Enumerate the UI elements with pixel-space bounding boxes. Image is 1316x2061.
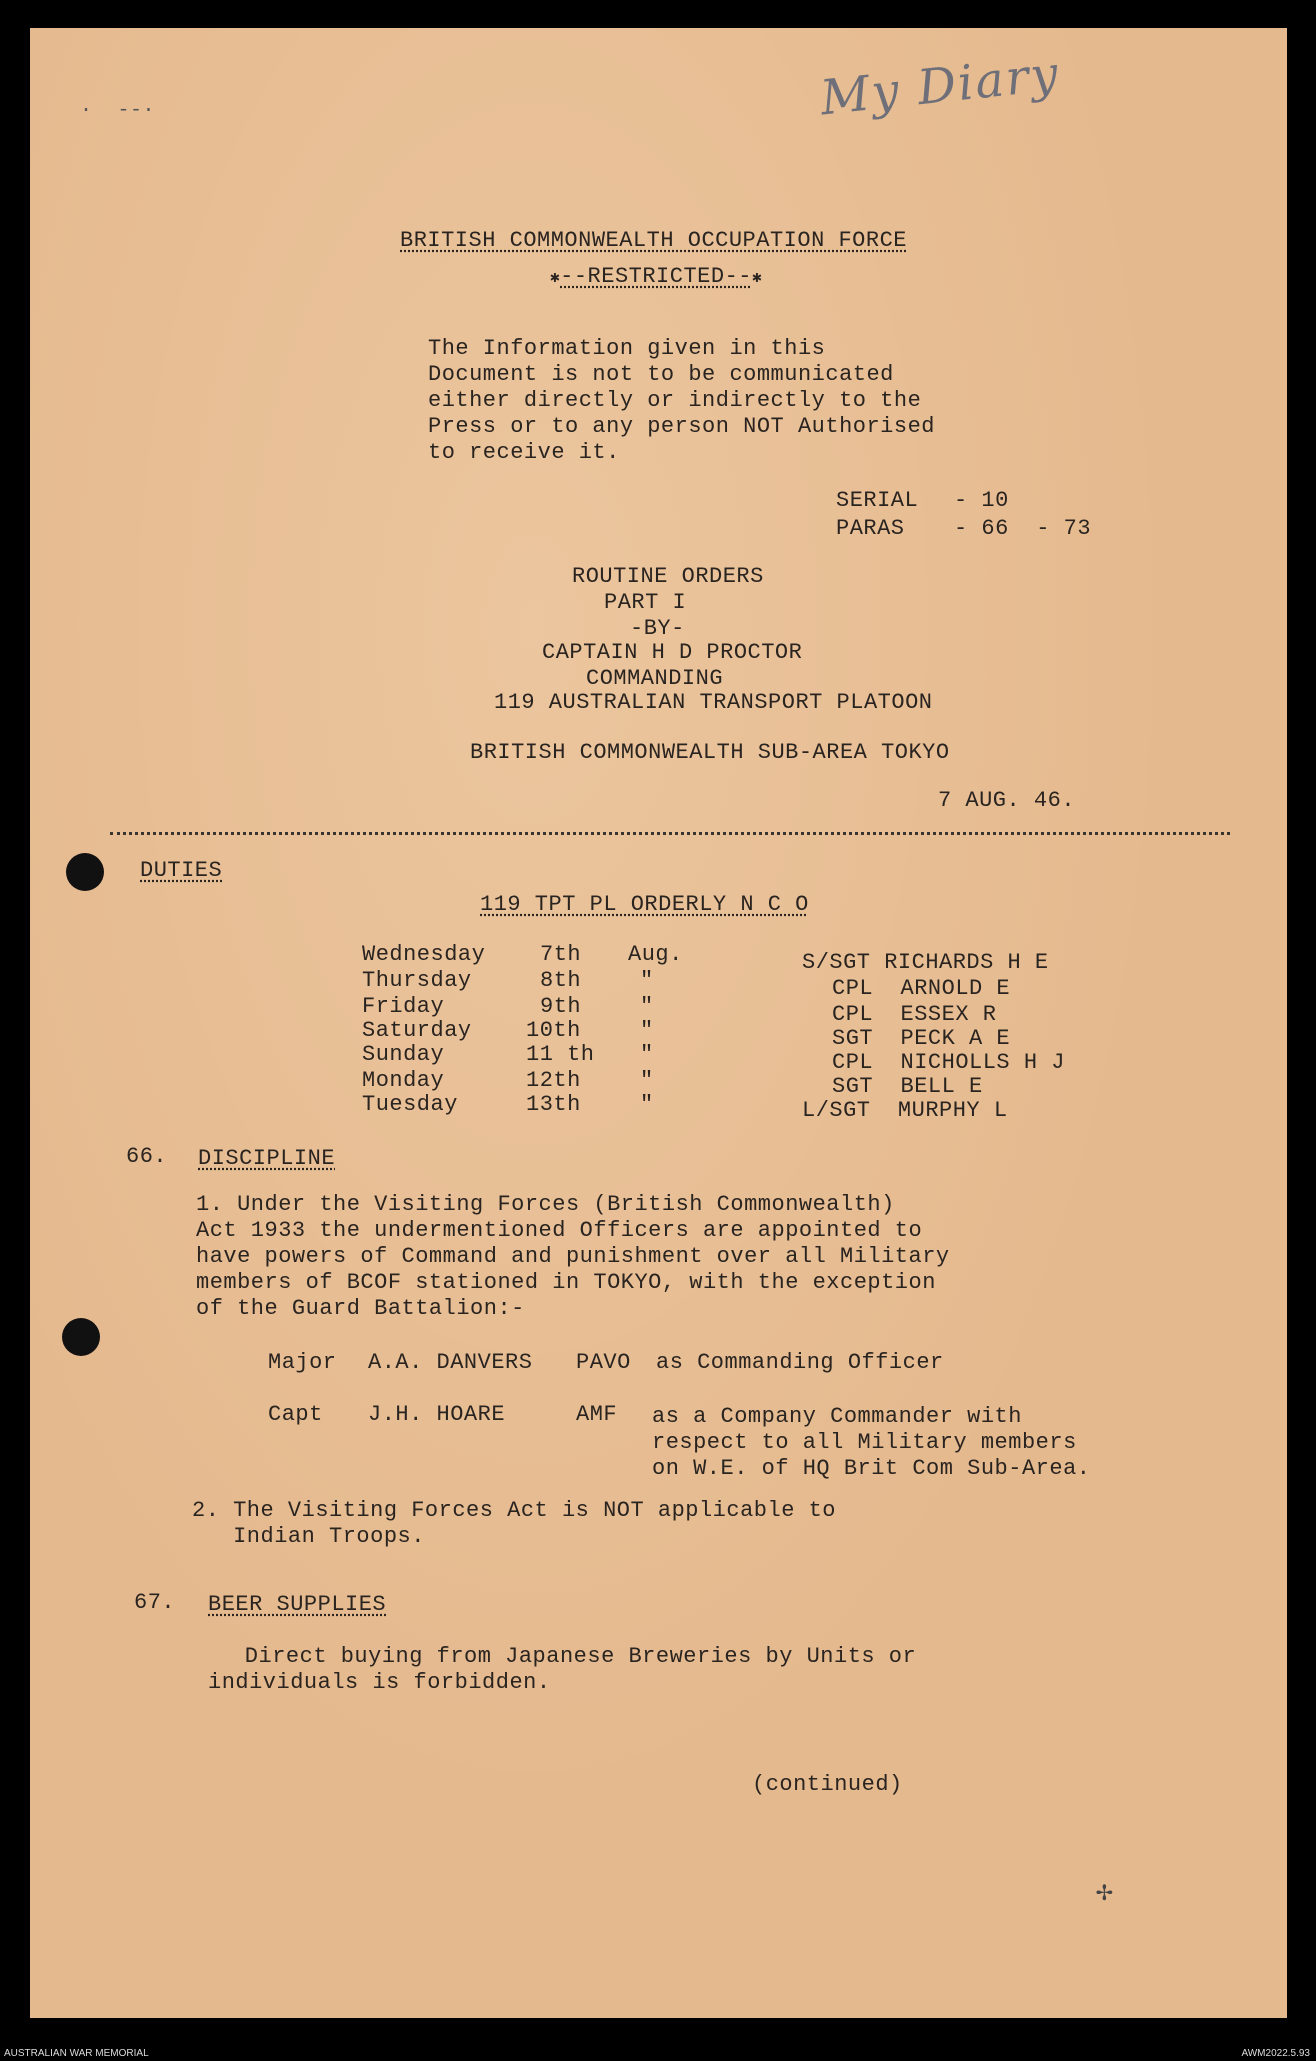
officer-unit: PAVO (576, 1350, 631, 1375)
duty-date: 9th (540, 994, 582, 1019)
para66-line: members of BCOF stationed in TOKYO, with the exception (196, 1270, 936, 1295)
margin-marks: · --· (80, 99, 156, 122)
duty-month: " (640, 1018, 654, 1043)
duty-nco: L/SGT MURPHY L (802, 1098, 1008, 1123)
para67-line: individuals is forbidden. (208, 1670, 551, 1695)
document-title: BRITISH COMMONWEALTH OCCUPATION FORCE (400, 228, 907, 253)
duty-day: Thursday (362, 968, 472, 993)
officer-role: respect to all Military members (652, 1430, 1077, 1455)
duty-nco: CPL NICHOLLS H J (832, 1050, 1065, 1075)
stamp-mark-icon: ✢ (1096, 1878, 1113, 1909)
orders-part: PART I (604, 590, 687, 615)
restricted-line (550, 264, 762, 291)
duty-month: " (640, 1068, 654, 1093)
warning-line-4: Press or to any person NOT Authorised (428, 414, 935, 439)
para66-item2: Indian Troops. (192, 1524, 425, 1549)
paras-value: - 66 - 73 (954, 516, 1092, 541)
warning-line-1: The Information given in this (428, 336, 826, 361)
para67-heading: BEER SUPPLIES (208, 1592, 387, 1617)
duty-nco: SGT PECK A E (832, 1026, 1011, 1051)
duty-day: Monday (362, 1068, 445, 1093)
punch-hole (62, 1318, 100, 1356)
duties-subheading: 119 TPT PL ORDERLY N C O (480, 892, 809, 917)
duty-nco: SGT BELL E (832, 1074, 983, 1099)
orders-unit: 119 AUSTRALIAN TRANSPORT PLATOON (494, 690, 933, 715)
paras-label: PARAS (836, 516, 905, 541)
duty-day: Friday (362, 994, 445, 1019)
duty-date: 7th (540, 942, 582, 967)
duty-day: Saturday (362, 1018, 472, 1043)
orders-by: -BY- (630, 616, 685, 641)
duty-month: Aug. (628, 942, 683, 967)
warning-line-5: to receive it. (428, 440, 620, 465)
para67-line: Direct buying from Japanese Breweries by Units or (190, 1644, 917, 1669)
document-page (30, 28, 1287, 2018)
footer-left: AUSTRALIAN WAR MEMORIAL (4, 2048, 149, 2059)
duties-heading: DUTIES (140, 858, 223, 883)
officer-role: as Commanding Officer (656, 1350, 944, 1375)
duty-day: Wednesday (362, 942, 486, 967)
warning-line-3: either directly or indirectly to the (428, 388, 922, 413)
para67-number: 67. (134, 1590, 176, 1615)
officer-unit: AMF (576, 1402, 618, 1427)
duty-date: 11 th (526, 1042, 595, 1067)
duty-date: 12th (526, 1068, 581, 1093)
officer-name: A.A. DANVERS (368, 1350, 533, 1375)
handwritten-note: My Diary (817, 45, 1063, 127)
section-divider (110, 832, 1230, 835)
star-icon: ✱ (751, 269, 763, 287)
warning-line-2: Document is not to be communicated (428, 362, 894, 387)
para66-heading: DISCIPLINE (198, 1146, 336, 1171)
duty-day: Sunday (362, 1042, 445, 1067)
officer-name: J.H. HOARE (368, 1402, 506, 1427)
duty-nco: CPL ARNOLD E (832, 976, 1011, 1001)
officer-rank: Major (268, 1350, 337, 1375)
classification-label: --RESTRICTED-- (560, 264, 752, 289)
serial-label: SERIAL (836, 488, 919, 513)
duty-nco: S/SGT RICHARDS H E (802, 950, 1049, 975)
duty-month: " (640, 994, 654, 1019)
duty-month: " (640, 1042, 654, 1067)
duty-month: " (640, 968, 654, 993)
officer-role: on W.E. of HQ Brit Com Sub-Area. (652, 1456, 1091, 1481)
duty-date: 10th (526, 1018, 581, 1043)
serial-value: - 10 (954, 488, 1009, 513)
para66-line: 1. Under the Visiting Forces (British Commonwealth) (196, 1192, 895, 1217)
duty-day: Tuesday (362, 1092, 458, 1117)
orders-title: ROUTINE ORDERS (572, 564, 764, 589)
star-icon: ✱ (550, 269, 561, 287)
punch-hole (66, 853, 104, 891)
orders-role: COMMANDING (586, 666, 724, 691)
footer-right: AWM2022.5.93 (1241, 2048, 1310, 2059)
duty-date: 13th (526, 1092, 581, 1117)
para66-item2: 2. The Visiting Forces Act is NOT applicable to (192, 1498, 837, 1523)
para66-line: have powers of Command and punishment over all Military (196, 1244, 950, 1269)
duty-month: " (640, 1092, 654, 1117)
duty-nco: CPL ESSEX R (832, 1002, 997, 1027)
para66-number: 66. (126, 1144, 168, 1169)
orders-date: 7 AUG. 46. (938, 788, 1076, 813)
duty-date: 8th (540, 968, 582, 993)
officer-rank: Capt (268, 1402, 323, 1427)
para66-line: Act 1933 the undermentioned Officers are appointed to (196, 1218, 923, 1243)
orders-officer: CAPTAIN H D PROCTOR (542, 640, 803, 665)
continued-label: (continued) (752, 1772, 903, 1797)
para66-line: of the Guard Battalion:- (196, 1296, 525, 1321)
officer-role: as a Company Commander with (652, 1404, 1022, 1429)
orders-area: BRITISH COMMONWEALTH SUB-AREA TOKYO (470, 740, 950, 765)
